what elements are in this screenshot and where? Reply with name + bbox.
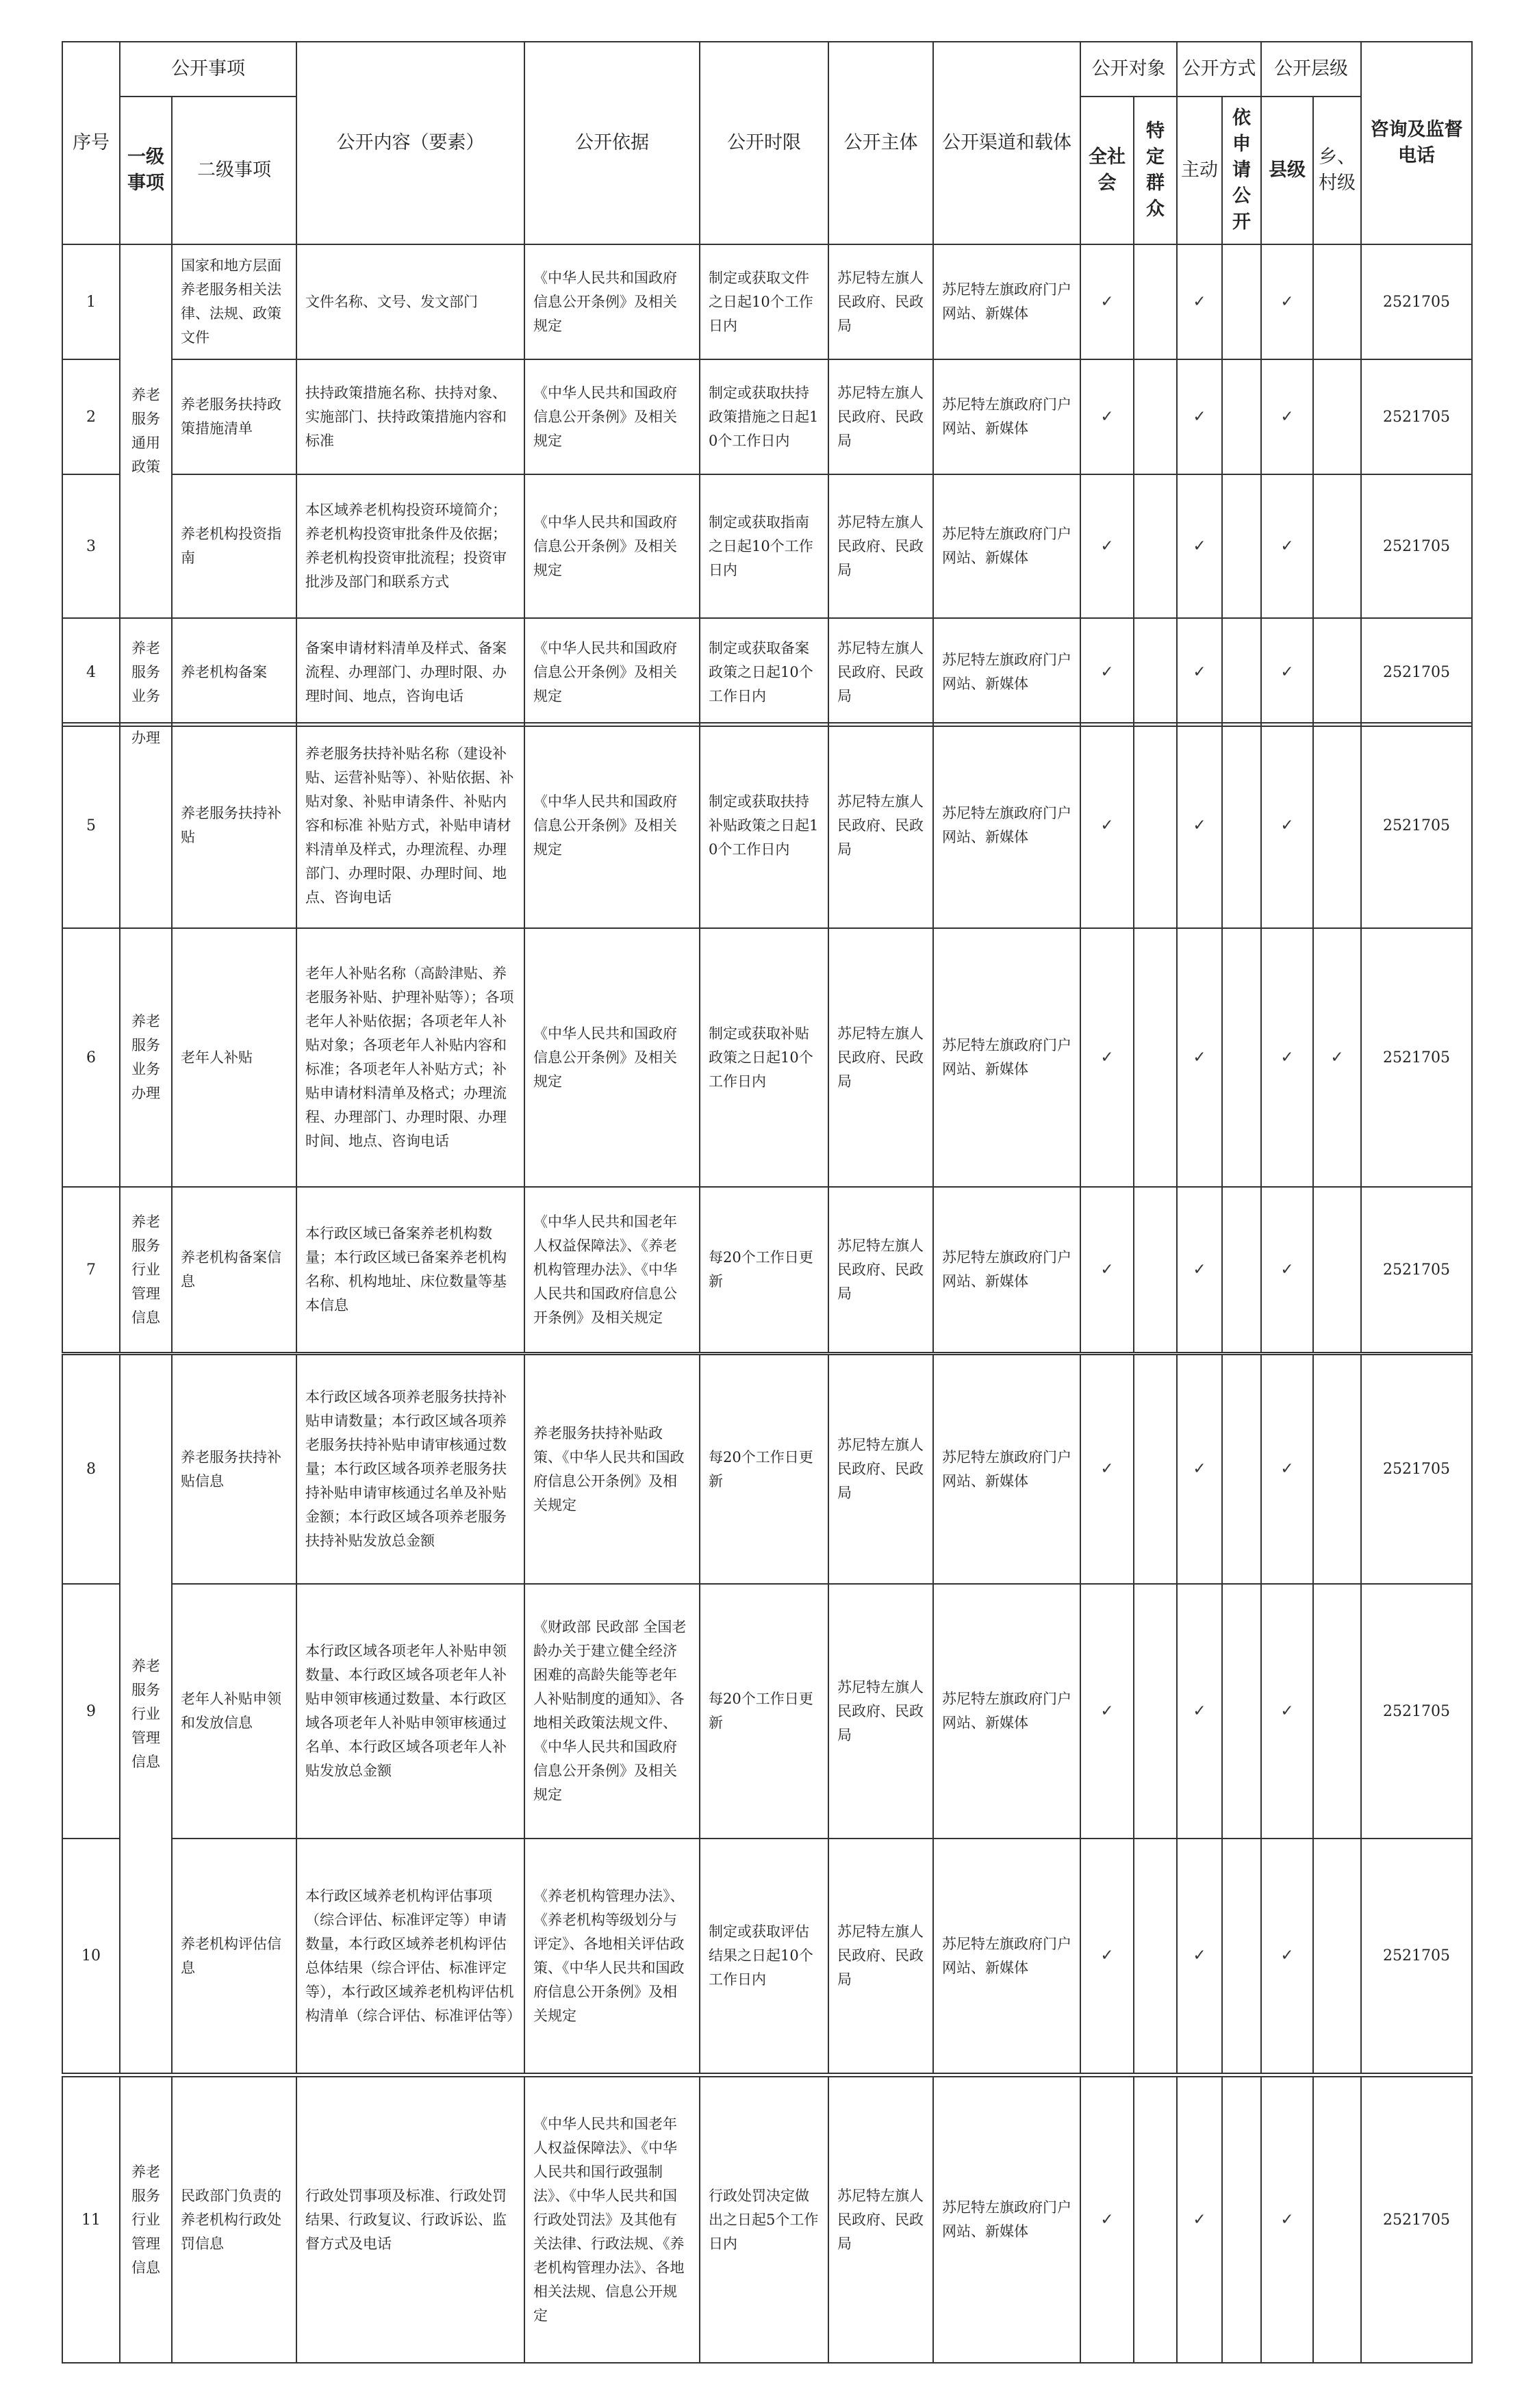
check-level-county: ✓ (1261, 359, 1313, 474)
level1-cell: 养老服务行业管理信息 (120, 1187, 172, 1353)
table-row (62, 1839, 1472, 2073)
row-seq: 2 (62, 359, 120, 474)
row-level2: 养老机构备案 (172, 618, 296, 726)
check-method-active: ✓ (1177, 1839, 1222, 2073)
check-method-active: ✓ (1177, 2077, 1222, 2363)
header-content: 公开内容（要素） (296, 42, 524, 244)
row-channel: 苏尼特左旗政府门户网站、新媒体 (933, 359, 1080, 474)
header-target-specific: 特定群众 (1134, 97, 1177, 244)
row-basis: 《财政部 民政部 全国老龄办关于建立健全经济困难的高龄失能等老年人补贴制度的通知》、各地相关政策法规文件、《中华人民共和国政府信息公开条例》及相关规定 (524, 1584, 700, 1839)
empty-cell (1313, 359, 1361, 474)
row-basis: 《中华人民共和国政府信息公开条例》及相关规定 (524, 474, 700, 618)
empty-cell (1222, 928, 1261, 1187)
row-time-limit: 制定或获取补贴政策之日起10个工作日内 (700, 928, 828, 1187)
level1-cell: 办理 (120, 723, 172, 928)
row-seq: 5 (62, 723, 120, 928)
row-channel: 苏尼特左旗政府门户网站、新媒体 (933, 1839, 1080, 2073)
empty-cell (1222, 474, 1261, 618)
row-time-limit: 制定或获取扶持政策措施之日起10个工作日内 (700, 359, 828, 474)
row-basis: 《中华人民共和国政府信息公开条例》及相关规定 (524, 244, 700, 359)
check-method-active: ✓ (1177, 1584, 1222, 1839)
table-row (62, 474, 1472, 618)
check-level-county: ✓ (1261, 244, 1313, 359)
row-subject: 苏尼特左旗人民政府、民政局 (828, 1839, 933, 2073)
header-basis: 公开依据 (524, 42, 700, 244)
row-basis: 《中华人民共和国老年人权益保障法》、《养老机构管理办法》、《中华人民共和国政府信息公开条例》及相关规定 (524, 1187, 700, 1353)
table-row (62, 928, 1472, 1187)
row-phone: 2521705 (1361, 2077, 1472, 2363)
row-phone: 2521705 (1361, 618, 1472, 726)
row-subject: 苏尼特左旗人民政府、民政局 (828, 2077, 933, 2363)
header-level-group: 公开层级 (1261, 42, 1361, 97)
empty-cell (1313, 244, 1361, 359)
level1-cell: 养老服务行业管理信息 (120, 2077, 172, 2363)
row-level2: 养老服务扶持政策措施清单 (172, 359, 296, 474)
row-subject: 苏尼特左旗人民政府、民政局 (828, 723, 933, 928)
empty-cell (1134, 359, 1177, 474)
row-channel: 苏尼特左旗政府门户网站、新媒体 (933, 474, 1080, 618)
check-level-county: ✓ (1261, 1584, 1313, 1839)
row-channel: 苏尼特左旗政府门户网站、新媒体 (933, 1355, 1080, 1584)
row-subject: 苏尼特左旗人民政府、民政局 (828, 359, 933, 474)
empty-cell (1313, 618, 1361, 726)
check-level-county: ✓ (1261, 928, 1313, 1187)
empty-cell (1313, 1187, 1361, 1353)
row-level2: 老年人补贴申领和发放信息 (172, 1584, 296, 1839)
empty-cell (1222, 359, 1261, 474)
row-phone: 2521705 (1361, 1839, 1472, 2073)
row-content: 行政处罚事项及标准、行政处罚结果、行政复议、行政诉讼、监督方式及电话 (296, 2077, 524, 2363)
row-basis: 《中华人民共和国老年人权益保障法》、《中华人民共和国行政强制法》、《中华人民共和国行政处罚法》及其他有关法律、行政法规、《养老机构管理办法》、各地相关法规、信息公开规定 (524, 2077, 700, 2363)
check-target-all: ✓ (1080, 474, 1134, 618)
row-basis: 养老服务扶持补贴政策、《中华人民共和国政府信息公开条例》及相关规定 (524, 1355, 700, 1584)
row-subject: 苏尼特左旗人民政府、民政局 (828, 1355, 933, 1584)
check-level-county: ✓ (1261, 1839, 1313, 2073)
check-target-all: ✓ (1080, 723, 1134, 928)
row-seq: 8 (62, 1355, 120, 1584)
disclosure-table-part4 (62, 2076, 1473, 2364)
check-level-county: ✓ (1261, 1187, 1313, 1353)
empty-cell (1222, 723, 1261, 928)
row-content: 老年人补贴名称（高龄津贴、养老服务补贴、护理补贴等）；各项老年人补贴依据；各项老年人补贴对象；各项老年人补贴内容和标准；各项老年人补贴方式；补贴申请材料清单及格式；办理流程、办理部门、办理时限、办理时间、地点、咨询电话 (296, 928, 524, 1187)
row-content: 本行政区域各项养老服务扶持补贴申请数量；本行政区域各项养老服务扶持补贴申请审核通过数量；本行政区域各项养老服务扶持补贴申请审核通过名单及补贴金额；本行政区域各项养老服务扶持补贴发放总金额 (296, 1355, 524, 1584)
table-row (62, 1355, 1472, 1584)
row-channel: 苏尼特左旗政府门户网站、新媒体 (933, 2077, 1080, 2363)
row-seq: 11 (62, 2077, 120, 2363)
empty-cell (1313, 2077, 1361, 2363)
header-time-limit: 公开时限 (700, 42, 828, 244)
check-level-county: ✓ (1261, 618, 1313, 726)
row-channel: 苏尼特左旗政府门户网站、新媒体 (933, 928, 1080, 1187)
row-content: 养老服务扶持补贴名称（建设补贴、运营补贴等）、补贴依据、补贴对象、补贴申请条件、补贴内容和标准 补贴方式，补贴申请材料清单及样式，办理流程、办理部门、办理时限、办理时间、地点、咨询电话 (296, 723, 524, 928)
row-time-limit: 制定或获取评估结果之日起10个工作日内 (700, 1839, 828, 2073)
row-seq: 9 (62, 1584, 120, 1839)
row-time-limit: 每20个工作日更新 (700, 1355, 828, 1584)
check-method-active: ✓ (1177, 618, 1222, 726)
empty-cell (1222, 1187, 1261, 1353)
row-time-limit: 制定或获取备案政策之日起10个工作日内 (700, 618, 828, 726)
row-seq: 6 (62, 928, 120, 1187)
table-row (62, 2077, 1472, 2363)
row-phone: 2521705 (1361, 1187, 1472, 1353)
check-method-active: ✓ (1177, 1355, 1222, 1584)
check-method-active: ✓ (1177, 1187, 1222, 1353)
row-basis: 《中华人民共和国政府信息公开条例》及相关规定 (524, 723, 700, 928)
empty-cell (1134, 244, 1177, 359)
table-row (62, 1187, 1472, 1353)
empty-cell (1134, 618, 1177, 726)
check-method-active: ✓ (1177, 244, 1222, 359)
row-time-limit: 行政处罚决定做出之日起5个工作日内 (700, 2077, 828, 2363)
header-method-active: 主动 (1177, 97, 1222, 244)
empty-cell (1313, 474, 1361, 618)
header-level-village: 乡、村级 (1313, 97, 1361, 244)
check-target-all: ✓ (1080, 1187, 1134, 1353)
empty-cell (1313, 1839, 1361, 2073)
empty-cell (1134, 1584, 1177, 1839)
row-seq: 10 (62, 1839, 120, 2073)
row-content: 本行政区域已备案养老机构数量；本行政区域已备案养老机构名称、机构地址、床位数量等基本信息 (296, 1187, 524, 1353)
row-subject: 苏尼特左旗人民政府、民政局 (828, 474, 933, 618)
empty-cell (1222, 1584, 1261, 1839)
row-time-limit: 每20个工作日更新 (700, 1584, 828, 1839)
row-subject: 苏尼特左旗人民政府、民政局 (828, 244, 933, 359)
check-target-all: ✓ (1080, 1584, 1134, 1839)
empty-cell (1313, 1355, 1361, 1584)
empty-cell (1222, 618, 1261, 726)
empty-cell (1222, 2077, 1261, 2363)
header-level2: 二级事项 (172, 97, 296, 244)
header-method-request: 依申请公开 (1222, 97, 1261, 244)
row-basis: 《中华人民共和国政府信息公开条例》及相关规定 (524, 928, 700, 1187)
table-row (62, 1584, 1472, 1839)
row-basis: 《中华人民共和国政府信息公开条例》及相关规定 (524, 618, 700, 726)
row-phone: 2521705 (1361, 474, 1472, 618)
row-basis: 《中华人民共和国政府信息公开条例》及相关规定 (524, 359, 700, 474)
row-subject: 苏尼特左旗人民政府、民政局 (828, 1187, 933, 1353)
row-time-limit: 制定或获取文件之日起10个工作日内 (700, 244, 828, 359)
row-seq: 4 (62, 618, 120, 726)
row-level2: 养老机构评估信息 (172, 1839, 296, 2073)
row-phone: 2521705 (1361, 1355, 1472, 1584)
check-level-county: ✓ (1261, 474, 1313, 618)
row-time-limit: 每20个工作日更新 (700, 1187, 828, 1353)
table-row (62, 618, 1472, 726)
row-channel: 苏尼特左旗政府门户网站、新媒体 (933, 244, 1080, 359)
empty-cell (1222, 1839, 1261, 2073)
row-basis: 《养老机构管理办法》、《养老机构等级划分与评定》、各地相关评估政策、《中华人民共和国政府信息公开条例》及相关规定 (524, 1839, 700, 2073)
header-channel: 公开渠道和载体 (933, 42, 1080, 244)
header-items-group: 公开事项 (120, 42, 296, 97)
table-row (62, 359, 1472, 474)
table-row (62, 244, 1472, 359)
empty-cell (1134, 723, 1177, 928)
empty-cell (1222, 244, 1261, 359)
check-level-county: ✓ (1261, 2077, 1313, 2363)
row-phone: 2521705 (1361, 244, 1472, 359)
row-channel: 苏尼特左旗政府门户网站、新媒体 (933, 1584, 1080, 1839)
header-level1: 一级事项 (120, 97, 172, 244)
header-method-group: 公开方式 (1177, 42, 1261, 97)
row-content: 备案申请材料清单及样式、备案流程、办理部门、办理时限、办理时间、地点，咨询电话 (296, 618, 524, 726)
row-time-limit: 制定或获取扶持补贴政策之日起10个工作日内 (700, 723, 828, 928)
row-phone: 2521705 (1361, 723, 1472, 928)
check-level-village: ✓ (1313, 928, 1361, 1187)
row-level2: 养老服务扶持补贴 (172, 723, 296, 928)
row-subject: 苏尼特左旗人民政府、民政局 (828, 928, 933, 1187)
row-content: 扶持政策措施名称、扶持对象、实施部门、扶持政策措施内容和标准 (296, 359, 524, 474)
check-target-all: ✓ (1080, 1839, 1134, 2073)
row-subject: 苏尼特左旗人民政府、民政局 (828, 1584, 933, 1839)
check-level-county: ✓ (1261, 1355, 1313, 1584)
header-target-group: 公开对象 (1080, 42, 1177, 97)
row-seq: 7 (62, 1187, 120, 1353)
level1-cell: 养老服务业务办理 (120, 928, 172, 1187)
check-method-active: ✓ (1177, 359, 1222, 474)
header-level-county: 县级 (1261, 97, 1313, 244)
check-method-active: ✓ (1177, 723, 1222, 928)
empty-cell (1134, 1839, 1177, 2073)
row-seq: 1 (62, 244, 120, 359)
check-target-all: ✓ (1080, 359, 1134, 474)
level1-cell: 养老服务行业管理信息 (120, 1355, 172, 2073)
row-content: 本区域养老机构投资环境简介；养老机构投资审批条件及依据；养老机构投资审批流程；投资审批涉及部门和联系方式 (296, 474, 524, 618)
level1-cell: 养老服务业务 (120, 618, 172, 726)
empty-cell (1134, 474, 1177, 618)
empty-cell (1134, 2077, 1177, 2363)
check-target-all: ✓ (1080, 244, 1134, 359)
disclosure-table-part2 (62, 722, 1473, 1353)
row-phone: 2521705 (1361, 928, 1472, 1187)
row-subject: 苏尼特左旗人民政府、民政局 (828, 618, 933, 726)
row-channel: 苏尼特左旗政府门户网站、新媒体 (933, 1187, 1080, 1353)
row-content: 本行政区域养老机构评估事项（综合评估、标准评定等）申请数量，本行政区域养老机构评估总体结果（综合评估、标准评定等），本行政区域养老机构评估机构清单（综合评估、标准评估等） (296, 1839, 524, 2073)
table-row (62, 723, 1472, 928)
header-seq: 序号 (62, 42, 120, 244)
row-time-limit: 制定或获取指南之日起10个工作日内 (700, 474, 828, 618)
row-content: 本行政区域各项老年人补贴申领数量、本行政区域各项老年人补贴申领审核通过数量、本行政区域各项老年人补贴申领审核通过名单、本行政区域各项老年人补贴发放总金额 (296, 1584, 524, 1839)
header-target-all: 全社会 (1080, 97, 1134, 244)
empty-cell (1313, 1584, 1361, 1839)
row-level2: 养老机构备案信息 (172, 1187, 296, 1353)
empty-cell (1134, 1187, 1177, 1353)
header-phone: 咨询及监督电话 (1361, 42, 1472, 244)
row-level2: 养老服务扶持补贴信息 (172, 1355, 296, 1584)
row-seq: 3 (62, 474, 120, 618)
empty-cell (1222, 1355, 1261, 1584)
row-level2: 民政部门负责的养老机构行政处罚信息 (172, 2077, 296, 2363)
empty-cell (1134, 1355, 1177, 1584)
row-content: 文件名称、文号、发文部门 (296, 244, 524, 359)
check-method-active: ✓ (1177, 928, 1222, 1187)
row-level2: 老年人补贴 (172, 928, 296, 1187)
row-level2: 养老机构投资指南 (172, 474, 296, 618)
empty-cell (1134, 928, 1177, 1187)
check-target-all: ✓ (1080, 2077, 1134, 2363)
row-phone: 2521705 (1361, 359, 1472, 474)
check-method-active: ✓ (1177, 474, 1222, 618)
check-target-all: ✓ (1080, 1355, 1134, 1584)
row-channel: 苏尼特左旗政府门户网站、新媒体 (933, 618, 1080, 726)
empty-cell (1313, 723, 1361, 928)
disclosure-table-part3 (62, 1354, 1473, 2074)
row-phone: 2521705 (1361, 1584, 1472, 1839)
disclosure-table-part1 (62, 41, 1473, 727)
header-subject: 公开主体 (828, 42, 933, 244)
row-level2: 国家和地方层面养老服务相关法律、法规、政策文件 (172, 244, 296, 359)
level1-cell: 养老服务通用政策 (120, 244, 172, 618)
check-target-all: ✓ (1080, 928, 1134, 1187)
row-channel: 苏尼特左旗政府门户网站、新媒体 (933, 723, 1080, 928)
check-level-county: ✓ (1261, 723, 1313, 928)
check-target-all: ✓ (1080, 618, 1134, 726)
